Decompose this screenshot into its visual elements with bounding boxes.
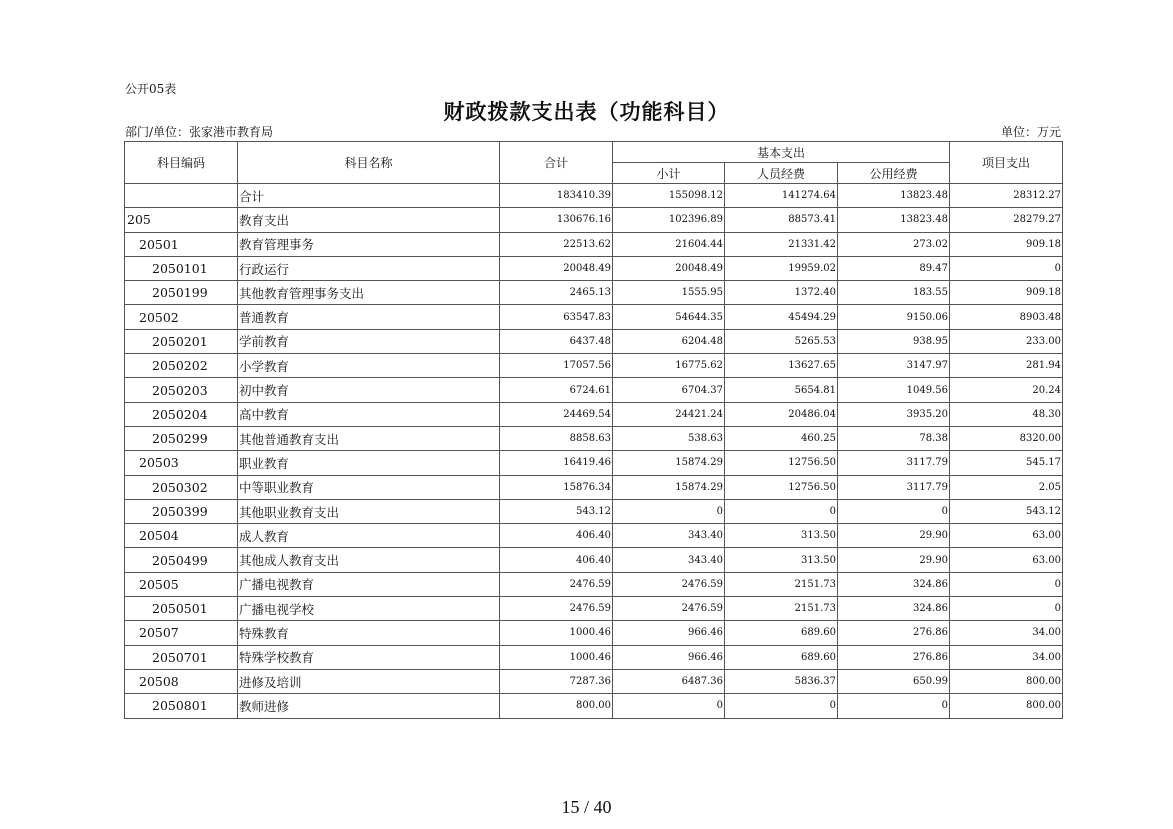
cell-subtotal: 538.63 xyxy=(613,426,725,450)
cell-code: 20507 xyxy=(125,621,238,645)
cell-name: 中等职业教育 xyxy=(238,475,500,499)
cell-personnel: 0 xyxy=(725,499,838,523)
cell-personnel: 313.50 xyxy=(725,548,838,572)
cell-code: 2050199 xyxy=(125,281,238,305)
cell-project: 34.00 xyxy=(950,621,1063,645)
page-number: 15 / 40 xyxy=(561,797,612,817)
cell-personnel: 13627.65 xyxy=(725,354,838,378)
table-row xyxy=(125,305,1063,329)
cell-project: 2.05 xyxy=(950,475,1063,499)
cell-project: 233.00 xyxy=(950,329,1063,353)
page-title: 财政拨款支出表（功能科目） xyxy=(443,100,730,124)
cell-code: 20504 xyxy=(125,524,238,548)
cell-public: 0 xyxy=(838,694,950,718)
cell-public: 3117.79 xyxy=(838,475,950,499)
cell-public: 29.90 xyxy=(838,524,950,548)
cell-personnel: 88573.41 xyxy=(725,208,838,232)
cell-subtotal: 966.46 xyxy=(613,645,725,669)
cell-code: 2050701 xyxy=(125,645,238,669)
cell-total: 800.00 xyxy=(500,694,613,718)
cell-name: 成人教育 xyxy=(238,524,500,548)
cell-public: 1049.56 xyxy=(838,378,950,402)
cell-total: 7287.36 xyxy=(500,669,613,693)
cell-project: 800.00 xyxy=(950,694,1063,718)
cell-total: 6437.48 xyxy=(500,329,613,353)
cell-name: 其他职业教育支出 xyxy=(238,499,500,523)
header-basic: 基本支出 xyxy=(613,142,950,163)
table-row xyxy=(125,354,1063,378)
table-header xyxy=(125,142,1063,184)
cell-personnel: 21331.42 xyxy=(725,232,838,256)
cell-subtotal: 1555.95 xyxy=(613,281,725,305)
cell-project: 48.30 xyxy=(950,402,1063,426)
table-row xyxy=(125,621,1063,645)
cell-project: 63.00 xyxy=(950,548,1063,572)
cell-name: 合计 xyxy=(238,184,500,208)
cell-public: 938.95 xyxy=(838,329,950,353)
cell-personnel: 12756.50 xyxy=(725,475,838,499)
cell-subtotal: 54644.35 xyxy=(613,305,725,329)
cell-name: 广播电视学校 xyxy=(238,597,500,621)
cell-total: 8858.63 xyxy=(500,426,613,450)
table-row xyxy=(125,669,1063,693)
table-row xyxy=(125,524,1063,548)
cell-public: 3935.20 xyxy=(838,402,950,426)
unit-label: 单位：万元 xyxy=(1000,125,1061,139)
cell-code: 2050201 xyxy=(125,329,238,353)
cell-project: 545.17 xyxy=(950,451,1063,475)
table-row xyxy=(125,232,1063,256)
cell-name: 特殊学校教育 xyxy=(238,645,500,669)
cell-total: 130676.16 xyxy=(500,208,613,232)
cell-subtotal: 2476.59 xyxy=(613,572,725,596)
cell-subtotal: 21604.44 xyxy=(613,232,725,256)
cell-name: 其他成人教育支出 xyxy=(238,548,500,572)
table-row xyxy=(125,208,1063,232)
cell-code: 2050801 xyxy=(125,694,238,718)
cell-subtotal: 20048.49 xyxy=(613,256,725,280)
cell-code: 20508 xyxy=(125,669,238,693)
cell-code: 2050299 xyxy=(125,426,238,450)
cell-public: 13823.48 xyxy=(838,208,950,232)
cell-subtotal: 0 xyxy=(613,499,725,523)
table-row xyxy=(125,256,1063,280)
cell-public: 3117.79 xyxy=(838,451,950,475)
cell-name: 学前教育 xyxy=(238,329,500,353)
cell-personnel: 689.60 xyxy=(725,645,838,669)
cell-project: 63.00 xyxy=(950,524,1063,548)
cell-code: 2050101 xyxy=(125,256,238,280)
department-label: 部门/单位：张家港市教育局 xyxy=(125,125,274,139)
cell-public: 650.99 xyxy=(838,669,950,693)
cell-total: 17057.56 xyxy=(500,354,613,378)
cell-total: 406.40 xyxy=(500,548,613,572)
cell-total: 16419.46 xyxy=(500,451,613,475)
table-body xyxy=(125,184,1063,719)
cell-subtotal: 6487.36 xyxy=(613,669,725,693)
cell-personnel: 45494.29 xyxy=(725,305,838,329)
cell-total: 6724.61 xyxy=(500,378,613,402)
cell-subtotal: 2476.59 xyxy=(613,597,725,621)
cell-total: 2476.59 xyxy=(500,572,613,596)
cell-name: 其他普通教育支出 xyxy=(238,426,500,450)
cell-name: 普通教育 xyxy=(238,305,500,329)
cell-code: 2050202 xyxy=(125,354,238,378)
cell-personnel: 141274.64 xyxy=(725,184,838,208)
cell-public: 78.38 xyxy=(838,426,950,450)
cell-total: 183410.39 xyxy=(500,184,613,208)
cell-public: 183.55 xyxy=(838,281,950,305)
cell-code: 2050203 xyxy=(125,378,238,402)
cell-code: 20505 xyxy=(125,572,238,596)
cell-total: 63547.83 xyxy=(500,305,613,329)
cell-public: 89.47 xyxy=(838,256,950,280)
table-row xyxy=(125,597,1063,621)
cell-name: 广播电视教育 xyxy=(238,572,500,596)
cell-personnel: 5265.53 xyxy=(725,329,838,353)
header-subtotal: 小计 xyxy=(613,163,725,184)
table-row xyxy=(125,329,1063,353)
table-row xyxy=(125,548,1063,572)
cell-subtotal: 155098.12 xyxy=(613,184,725,208)
table-row xyxy=(125,694,1063,718)
header-total: 合计 xyxy=(500,142,613,184)
cell-total: 1000.46 xyxy=(500,621,613,645)
cell-project: 0 xyxy=(950,572,1063,596)
cell-project: 8320.00 xyxy=(950,426,1063,450)
cell-project: 34.00 xyxy=(950,645,1063,669)
cell-subtotal: 16775.62 xyxy=(613,354,725,378)
cell-total: 543.12 xyxy=(500,499,613,523)
header-project: 项目支出 xyxy=(950,142,1063,184)
cell-name: 进修及培训 xyxy=(238,669,500,693)
cell-personnel: 689.60 xyxy=(725,621,838,645)
table-row xyxy=(125,402,1063,426)
cell-project: 0 xyxy=(950,256,1063,280)
header-personnel: 人员经费 xyxy=(725,163,838,184)
cell-subtotal: 15874.29 xyxy=(613,451,725,475)
cell-total: 24469.54 xyxy=(500,402,613,426)
cell-subtotal: 102396.89 xyxy=(613,208,725,232)
cell-subtotal: 6704.37 xyxy=(613,378,725,402)
cell-name: 高中教育 xyxy=(238,402,500,426)
cell-project: 909.18 xyxy=(950,281,1063,305)
header-code: 科目编码 xyxy=(125,142,238,184)
cell-name: 行政运行 xyxy=(238,256,500,280)
table-row xyxy=(125,572,1063,596)
cell-name: 教育管理事务 xyxy=(238,232,500,256)
cell-name: 初中教育 xyxy=(238,378,500,402)
cell-total: 20048.49 xyxy=(500,256,613,280)
cell-subtotal: 6204.48 xyxy=(613,329,725,353)
table-row xyxy=(125,645,1063,669)
cell-project: 800.00 xyxy=(950,669,1063,693)
cell-name: 小学教育 xyxy=(238,354,500,378)
cell-subtotal: 15874.29 xyxy=(613,475,725,499)
cell-project: 281.94 xyxy=(950,354,1063,378)
cell-subtotal: 343.40 xyxy=(613,524,725,548)
cell-project: 909.18 xyxy=(950,232,1063,256)
cell-code xyxy=(125,184,238,208)
cell-public: 276.86 xyxy=(838,621,950,645)
cell-project: 28279.27 xyxy=(950,208,1063,232)
cell-subtotal: 0 xyxy=(613,694,725,718)
table-row xyxy=(125,184,1063,208)
header-name: 科目名称 xyxy=(238,142,500,184)
cell-public: 13823.48 xyxy=(838,184,950,208)
cell-code: 20502 xyxy=(125,305,238,329)
cell-public: 324.86 xyxy=(838,597,950,621)
cell-public: 324.86 xyxy=(838,572,950,596)
cell-total: 2465.13 xyxy=(500,281,613,305)
cell-code: 20503 xyxy=(125,451,238,475)
cell-name: 职业教育 xyxy=(238,451,500,475)
cell-public: 3147.97 xyxy=(838,354,950,378)
cell-total: 15876.34 xyxy=(500,475,613,499)
cell-public: 29.90 xyxy=(838,548,950,572)
cell-name: 其他教育管理事务支出 xyxy=(238,281,500,305)
cell-personnel: 1372.40 xyxy=(725,281,838,305)
cell-code: 2050204 xyxy=(125,402,238,426)
cell-code: 20501 xyxy=(125,232,238,256)
cell-code: 2050501 xyxy=(125,597,238,621)
cell-total: 406.40 xyxy=(500,524,613,548)
cell-public: 276.86 xyxy=(838,645,950,669)
header-public: 公用经费 xyxy=(838,163,950,184)
cell-project: 543.12 xyxy=(950,499,1063,523)
cell-project: 8903.48 xyxy=(950,305,1063,329)
cell-total: 2476.59 xyxy=(500,597,613,621)
cell-code: 205 xyxy=(125,208,238,232)
cell-code: 2050399 xyxy=(125,499,238,523)
cell-public: 9150.06 xyxy=(838,305,950,329)
cell-personnel: 2151.73 xyxy=(725,597,838,621)
table-row xyxy=(125,378,1063,402)
table-row xyxy=(125,499,1063,523)
cell-personnel: 313.50 xyxy=(725,524,838,548)
cell-public: 273.02 xyxy=(838,232,950,256)
table-row xyxy=(125,451,1063,475)
cell-personnel: 5836.37 xyxy=(725,669,838,693)
cell-total: 1000.46 xyxy=(500,645,613,669)
cell-project: 28312.27 xyxy=(950,184,1063,208)
cell-personnel: 5654.81 xyxy=(725,378,838,402)
cell-code: 2050302 xyxy=(125,475,238,499)
cell-subtotal: 343.40 xyxy=(613,548,725,572)
cell-project: 0 xyxy=(950,597,1063,621)
cell-subtotal: 966.46 xyxy=(613,621,725,645)
cell-personnel: 2151.73 xyxy=(725,572,838,596)
cell-project: 20.24 xyxy=(950,378,1063,402)
cell-subtotal: 24421.24 xyxy=(613,402,725,426)
cell-name: 特殊教育 xyxy=(238,621,500,645)
cell-total: 22513.62 xyxy=(500,232,613,256)
cell-personnel: 0 xyxy=(725,694,838,718)
cell-personnel: 460.25 xyxy=(725,426,838,450)
form-code: 公开05表 xyxy=(125,82,177,96)
table-row xyxy=(125,475,1063,499)
table-row xyxy=(125,426,1063,450)
expenditure-table xyxy=(124,141,1063,719)
cell-name: 教师进修 xyxy=(238,694,500,718)
cell-code: 2050499 xyxy=(125,548,238,572)
cell-personnel: 20486.04 xyxy=(725,402,838,426)
cell-public: 0 xyxy=(838,499,950,523)
cell-personnel: 12756.50 xyxy=(725,451,838,475)
table-row xyxy=(125,281,1063,305)
cell-name: 教育支出 xyxy=(238,208,500,232)
cell-personnel: 19959.02 xyxy=(725,256,838,280)
